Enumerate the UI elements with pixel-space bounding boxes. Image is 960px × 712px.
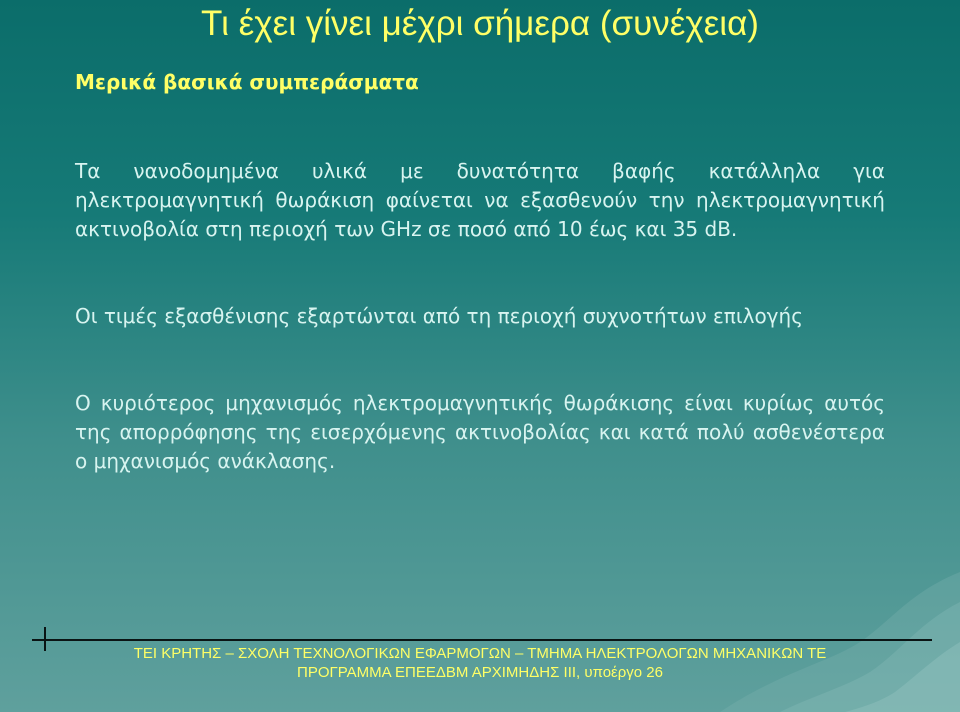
slide-subtitle: Μερικά βασικά συμπεράσματα: [75, 70, 419, 94]
footer-divider: [50, 639, 932, 641]
footer-program: ΠΡΟΓΡΑΜΜΑ ΕΠΕΕΔΒΜ ΑΡΧΙΜΗΔΗΣ ΙΙΙ, υποέργο 26: [297, 664, 663, 681]
paragraph-attenuation: Τα νανοδομημένα υλικά με δυνατότητα βαφής κατάλληλα για ηλεκτρομαγνητική θωράκιση φαίνεται να εξασθενούν την ηλεκτρομαγνητική ακτινοβολία στη περιοχή των GHz σε ποσό από 10 έως και 35 dB.: [75, 159, 885, 241]
paragraph-frequency-dependence: Οι τιμές εξασθένισης εξαρτώνται από τη περιοχή συχνοτήτων επιλογής: [75, 304, 803, 328]
paragraph-main-mechanism: Ο κυριότερος μηχανισμός ηλεκτρομαγνητικής θωράκισης είναι κυρίως αυτός της απορρόφησης της εισερχόμενης ακτινοβολίας και κατά πολύ ασθενέστερα ο μηχανισμός ανάκλασης.: [75, 391, 885, 473]
wave-decoration: [660, 532, 960, 712]
footer-institution: ΤΕΙ ΚΡΗΤΗΣ – ΣΧΟΛΗ ΤΕΧΝΟΛΟΓΙΚΩΝ ΕΦΑΡΜΟΓΩΝ – ΤΜΗΜΑ ΗΛΕΚΤΡΟΛΟΓΩΝ ΜΗΧΑΝΙΚΩΝ ΤΕ: [133, 645, 827, 662]
slide-title: Τι έχει γίνει μέχρι σήμερα (συνέχεια): [201, 4, 759, 43]
